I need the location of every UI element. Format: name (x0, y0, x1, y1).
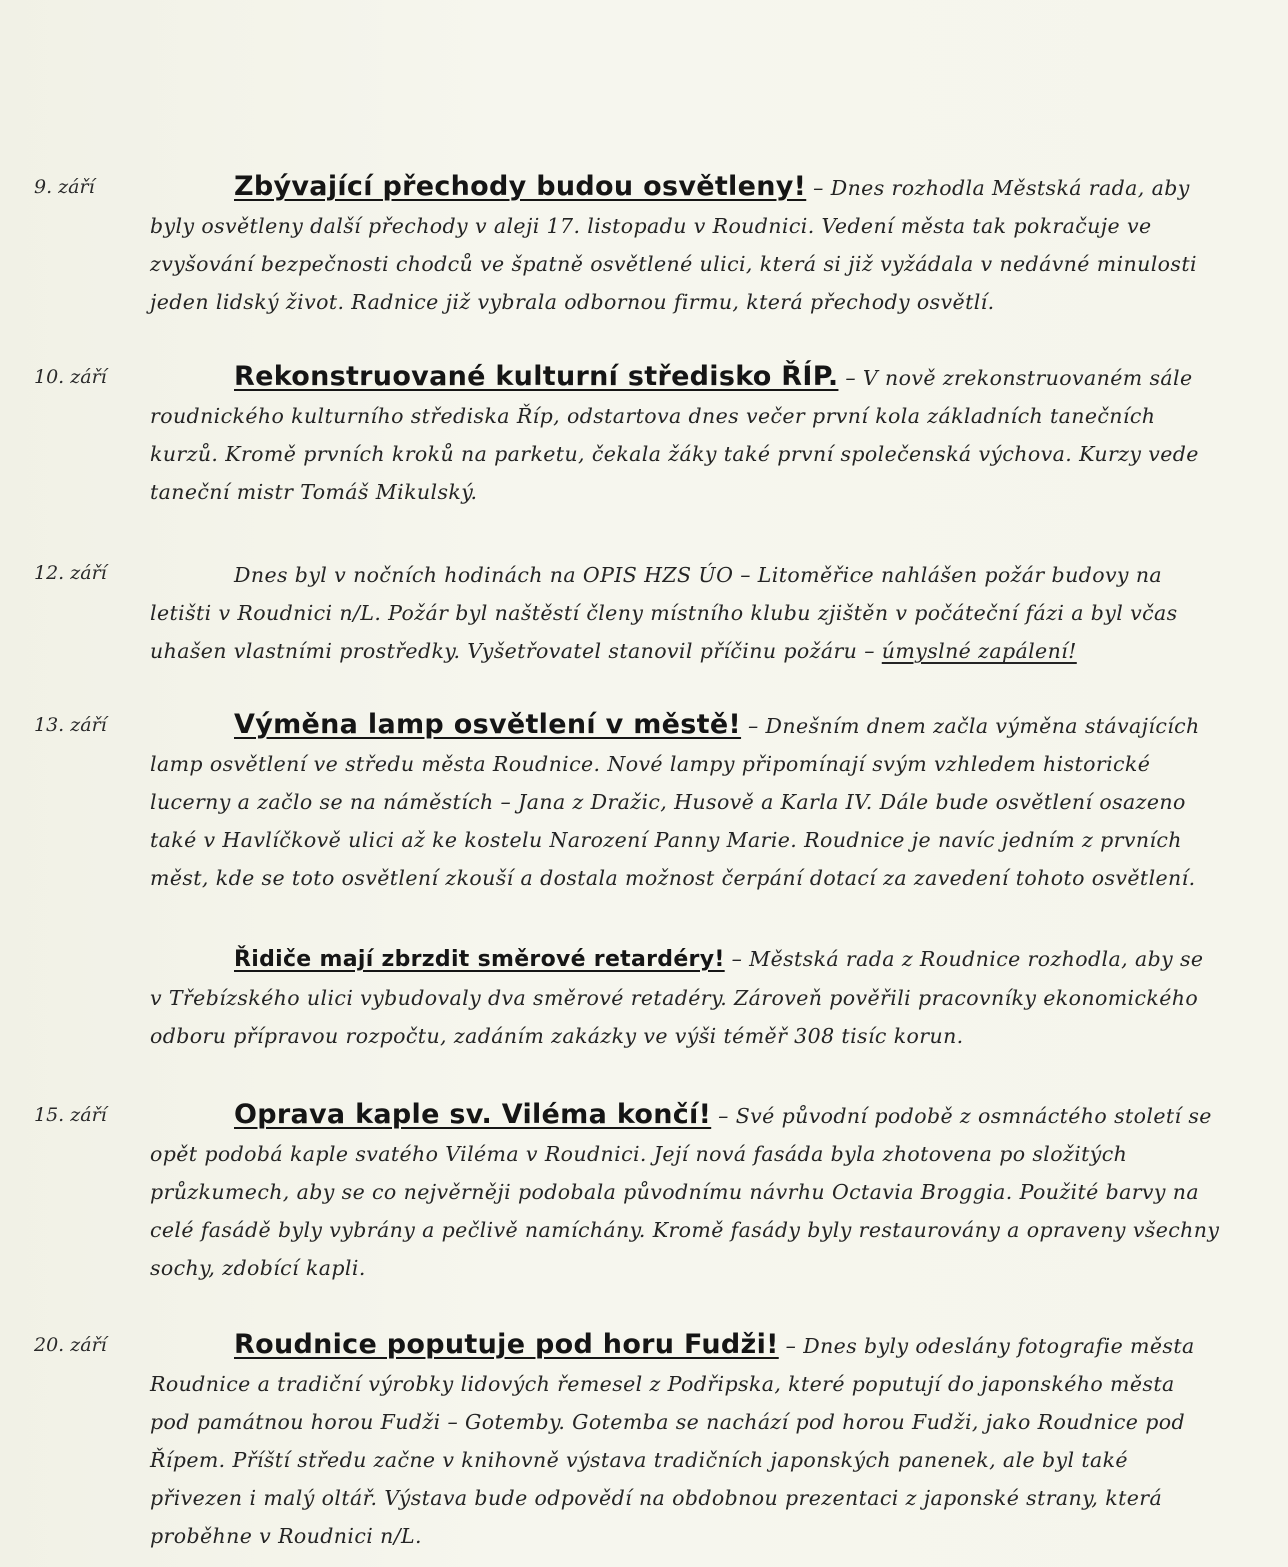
entry-date: 15. září (34, 1104, 107, 1126)
entry-text: – Své původní podobě z osmnáctého století se opět podobá kaple svatého Viléma v Roudnici. Její nová fasáda byla zhotovena po složitých průzkumech, aby se co nejvěrněji podobala původnímu návrhu Octavia Broggia. Použité barvy na celé fasádě byly vybrány a pečlivě namíchány. Kromě fasády byly restaurovány a opraveny všechny sochy, zdobící kapli. (150, 1104, 1220, 1280)
entry-date: 9. září (34, 176, 95, 198)
entry-underlined-text: úmyslné zapálení! (881, 639, 1077, 663)
entry-date: 13. září (34, 714, 107, 736)
entry-text: – Dnešním dnem začla výměna stávajících lamp osvětlení ve středu města Roudnice. Nové lampy připomínají svým vzhledem historické lucerny a začlo se na náměstích – Jana z Dražic, Husově a Karla IV. Dále bude osvětlení osazeno také v Havlíčkově ulici až ke kostelu Narození Panny Marie. Roudnice je navíc jedním z prvních měst, kde se toto osvětlení zkouší a dostala možnost čerpání dotací za zavedení tohoto osvětlení. (150, 714, 1200, 890)
entry-text: Dnes byl v nočních hodinách na OPIS HZS ÚO – Litoměřice nahlášen požár budovy na letišti v Roudnici n/L. Požár byl naštěstí členy místního klubu zjištěn v počáteční fázi a byl včas uhašen vlastními prostředky. Vyšetřovatel stanovil příčinu požáru – (150, 563, 1178, 663)
entry-headline: Roudnice poputuje pod horu Fudži! (234, 1329, 779, 1360)
entry-body (150, 556, 1220, 670)
entry-headline: Řidiče mají zbrzdit směrové retardéry! (234, 947, 725, 972)
entry-text: – Městská rada z Roudnice rozhodla, aby se v Třebízského ulici vybudovaly dva směrové retadéry. Zároveň pověřili pracovníky ekonomického odboru přípravou rozpočtu, zadáním zakázky ve výši téměř 308 tisíc korun. (150, 947, 1204, 1048)
entry-body (150, 1096, 1220, 1287)
entry-text: – Dnes rozhodla Městská rada, aby byly osvětleny další přechody v aleji 17. listopadu v Roudnici. Vedení města tak pokračuje ve zvyšování bezpečnosti chodců ve špatně osvětlené ulici, která si již vyžádala v nedávné minulosti jeden lidský život. Radnice již vybrala odbornou firmu, která přechody osvětlí. (150, 176, 1197, 314)
entry-date: 20. září (34, 1334, 107, 1356)
entry-text: – Dnes byly odeslány fotografie města Roudnice a tradiční výrobky lidových řemesel z Podřipska, které poputují do japonského města pod památnou horou Fudži – Gotemby. Gotemba se nachází pod horou Fudži, jako Roudnice pod Řípem. Příští středu začne v knihovně výstava tradičních japonských panenek, ale byl také přivezen i malý oltář. Výstava bude odpovědí na obdobnou prezentaci z japonské strany, která proběhne v Roudnici n/L. (150, 1334, 1195, 1548)
entry-body (150, 168, 1220, 321)
entry-headline: Výměna lamp osvětlení v městě! (234, 709, 742, 740)
entry-text: – V nově zrekonstruovaném sále roudnického kulturního střediska Říp, odstartova dnes večer první kola základních tanečních kurzů. Kromě prvních kroků na parketu, čekala žáky také první společenská výchova. Kurzy vede taneční mistr Tomáš Mikulský. (150, 366, 1199, 504)
entry-body (150, 1326, 1220, 1555)
entry-headline: Zbývající přechody budou osvětleny! (234, 171, 807, 202)
entry-headline: Oprava kaple sv. Viléma končí! (234, 1099, 712, 1130)
entry-date: 10. září (34, 366, 107, 388)
entry-body (150, 940, 1220, 1055)
entry-date: 12. září (34, 562, 107, 584)
entry-body (150, 706, 1220, 897)
entry-headline: Rekonstruované kulturní středisko ŘÍP. (234, 361, 839, 392)
entry-body (150, 358, 1220, 511)
